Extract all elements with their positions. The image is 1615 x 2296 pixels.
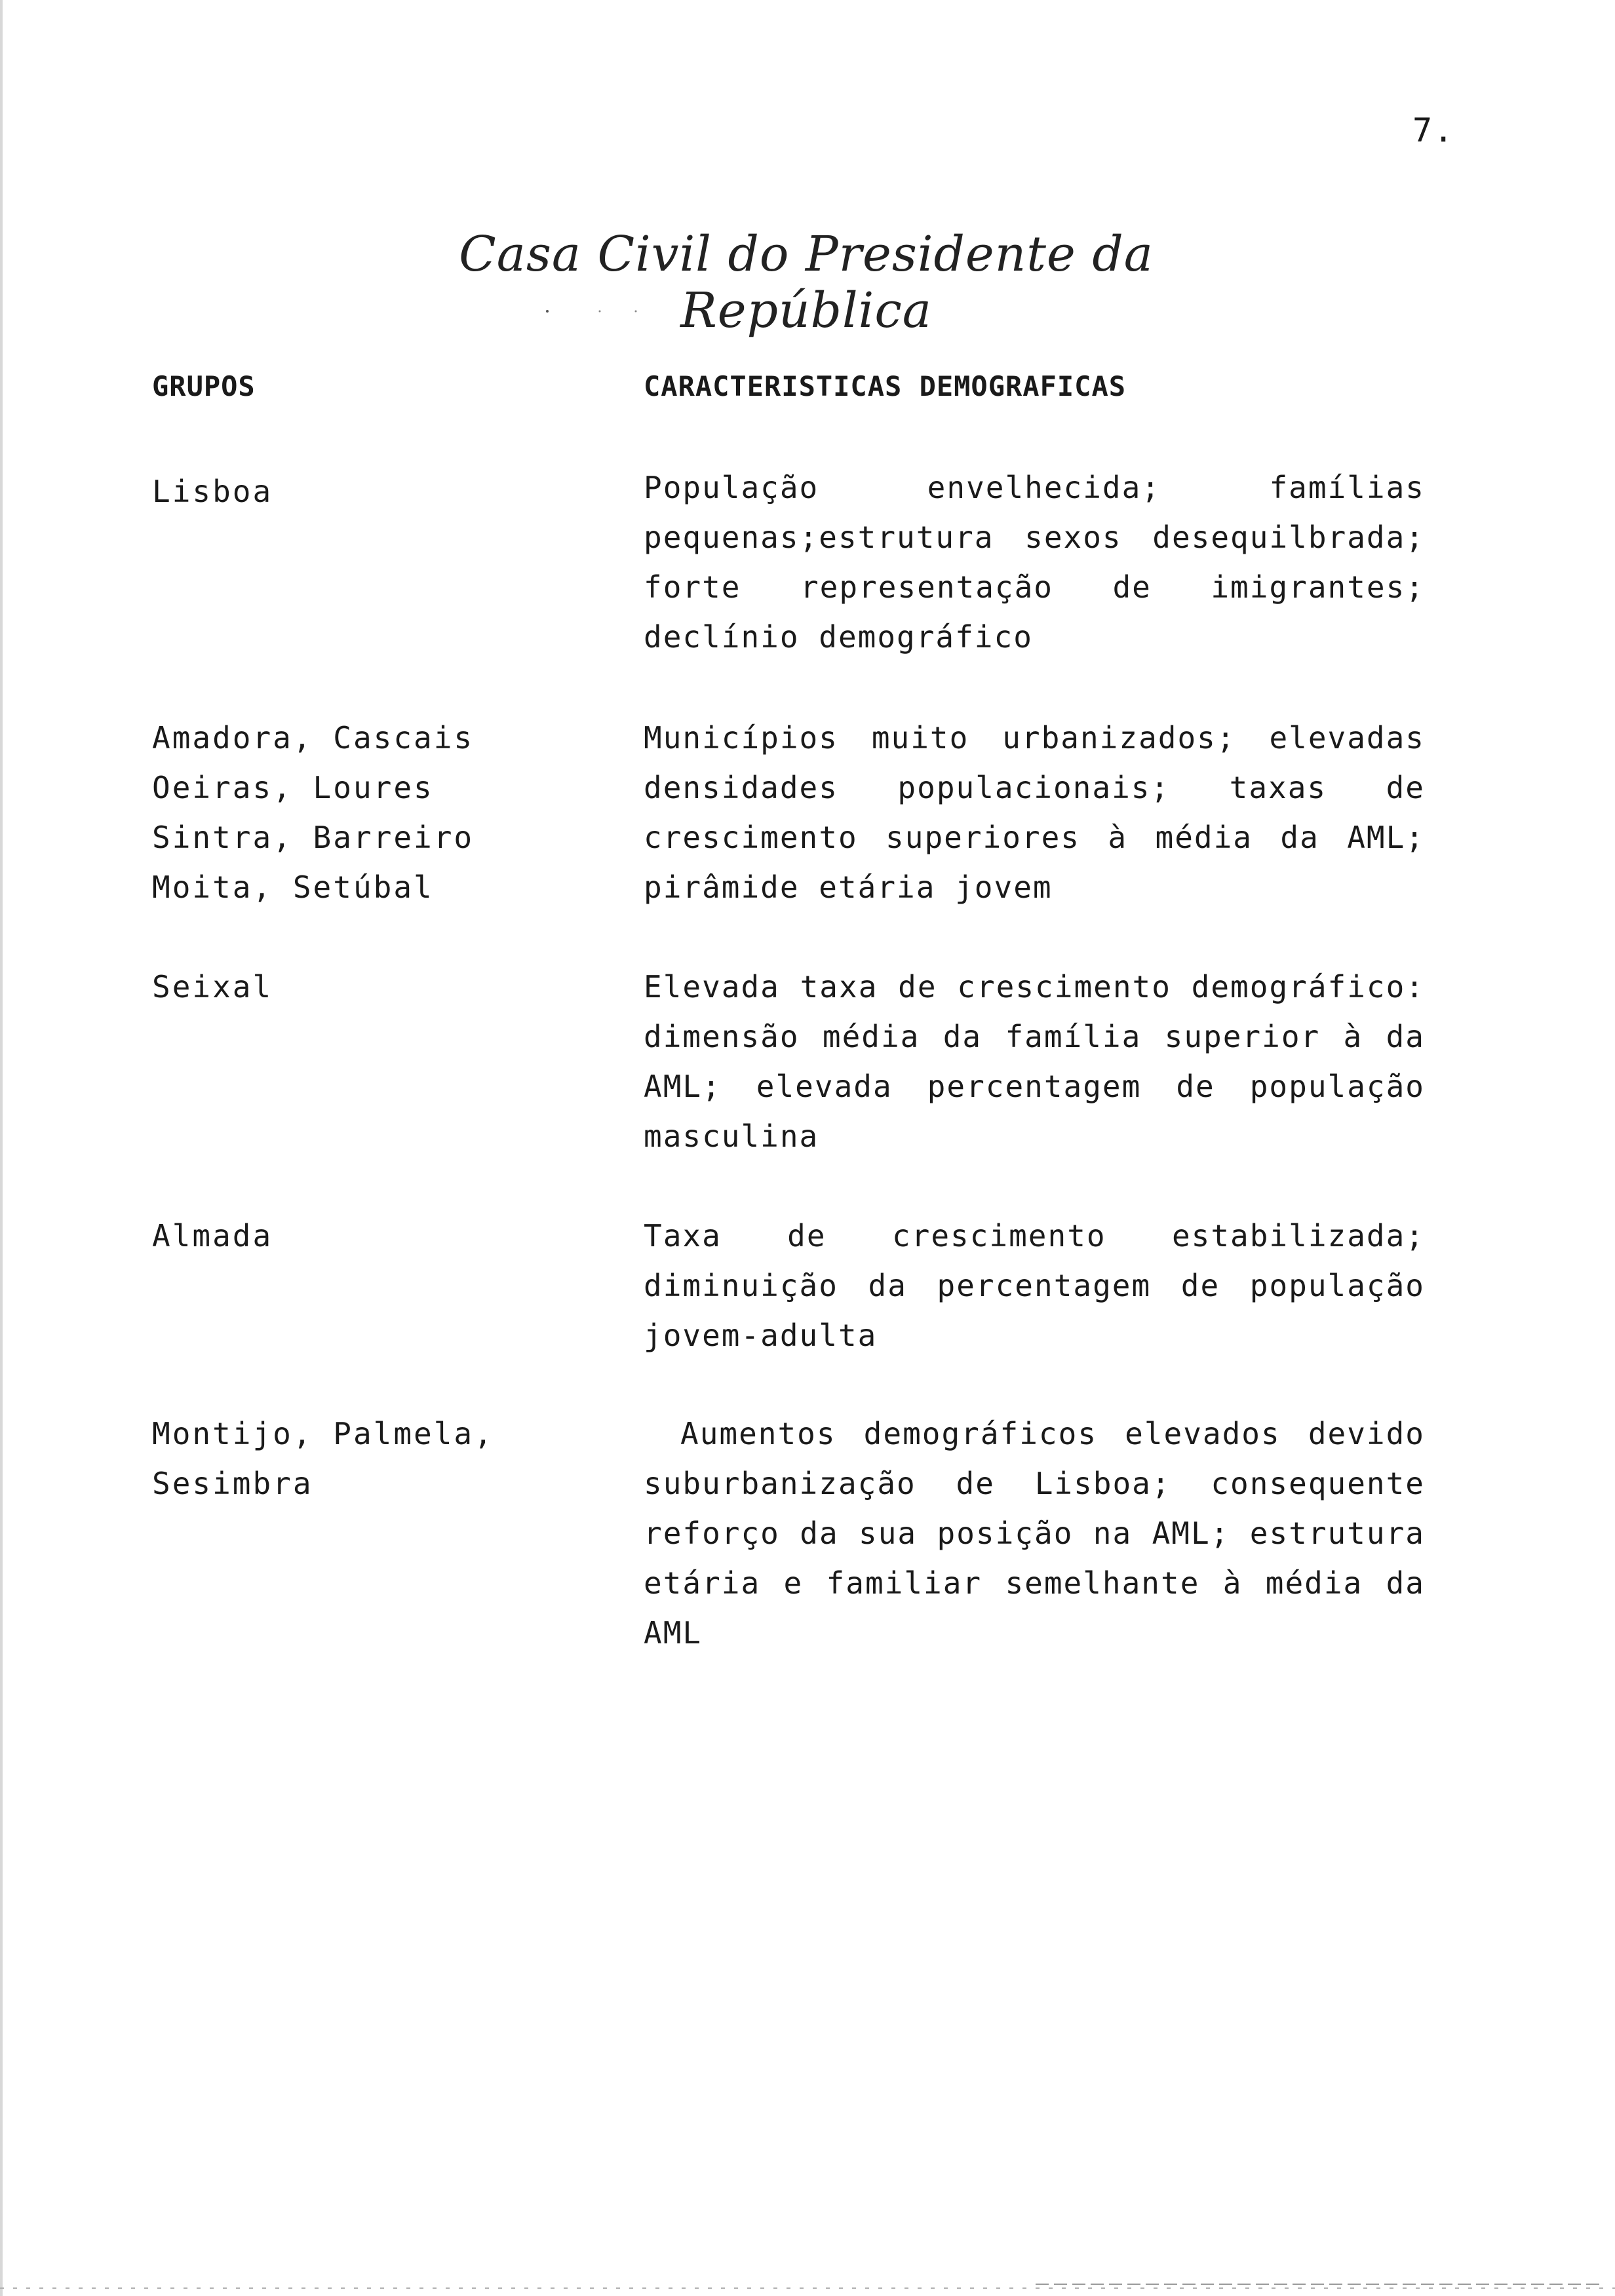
description-text: Elevada taxa de crescimento demográfico: dimensão média da família superior à da AML; elevada percentagem de população masculina [644, 969, 1425, 1154]
group-description [644, 463, 1425, 662]
group-name: Seixal [152, 969, 273, 1004]
group-description [644, 713, 1425, 912]
group-description [644, 962, 1425, 1161]
group-name: Montijo, Palmela, Sesimbra [152, 1416, 494, 1501]
group-description [644, 1211, 1425, 1360]
scan-bottom-edge [0, 2276, 1615, 2296]
group-name: Lisboa [152, 474, 273, 509]
description-text: População envelhecida; famílias pequenas;estrutura sexos desequilbrada; forte representação de imigrantes; declínio demográfico [644, 470, 1425, 655]
group-name: Amadora, Cascais Oeiras, Loures Sintra, Barreiro Moita, Setúbal [152, 720, 475, 905]
description-text: Municípios muito urbanizados; elevadas densidades populacionais; taxas de crescimento superiores à média da AML; pirâmide etária jovem [644, 720, 1425, 905]
scan-left-border [0, 0, 3, 2296]
characteristics-column-header: CARACTERISTICAS DEMOGRAFICAS [644, 370, 1127, 402]
letterhead: Casa Civil do Presidente da República [459, 226, 1154, 339]
group-name: Almada [152, 1218, 273, 1253]
letterhead-flourish [544, 308, 642, 315]
description-text: Taxa de crescimento estabilizada; diminuição da percentagem de população jovem-adulta [644, 1218, 1425, 1353]
page-number: 7. [1412, 111, 1455, 149]
description-text: Aumentos demográficos elevados devido suburbanização de Lisboa; consequente reforço da sua posição na AML; estrutura etária e familiar semelhante à média da AML [644, 1416, 1425, 1651]
groups-column-header: GRUPOS [152, 370, 256, 402]
group-description [644, 1409, 1425, 1658]
